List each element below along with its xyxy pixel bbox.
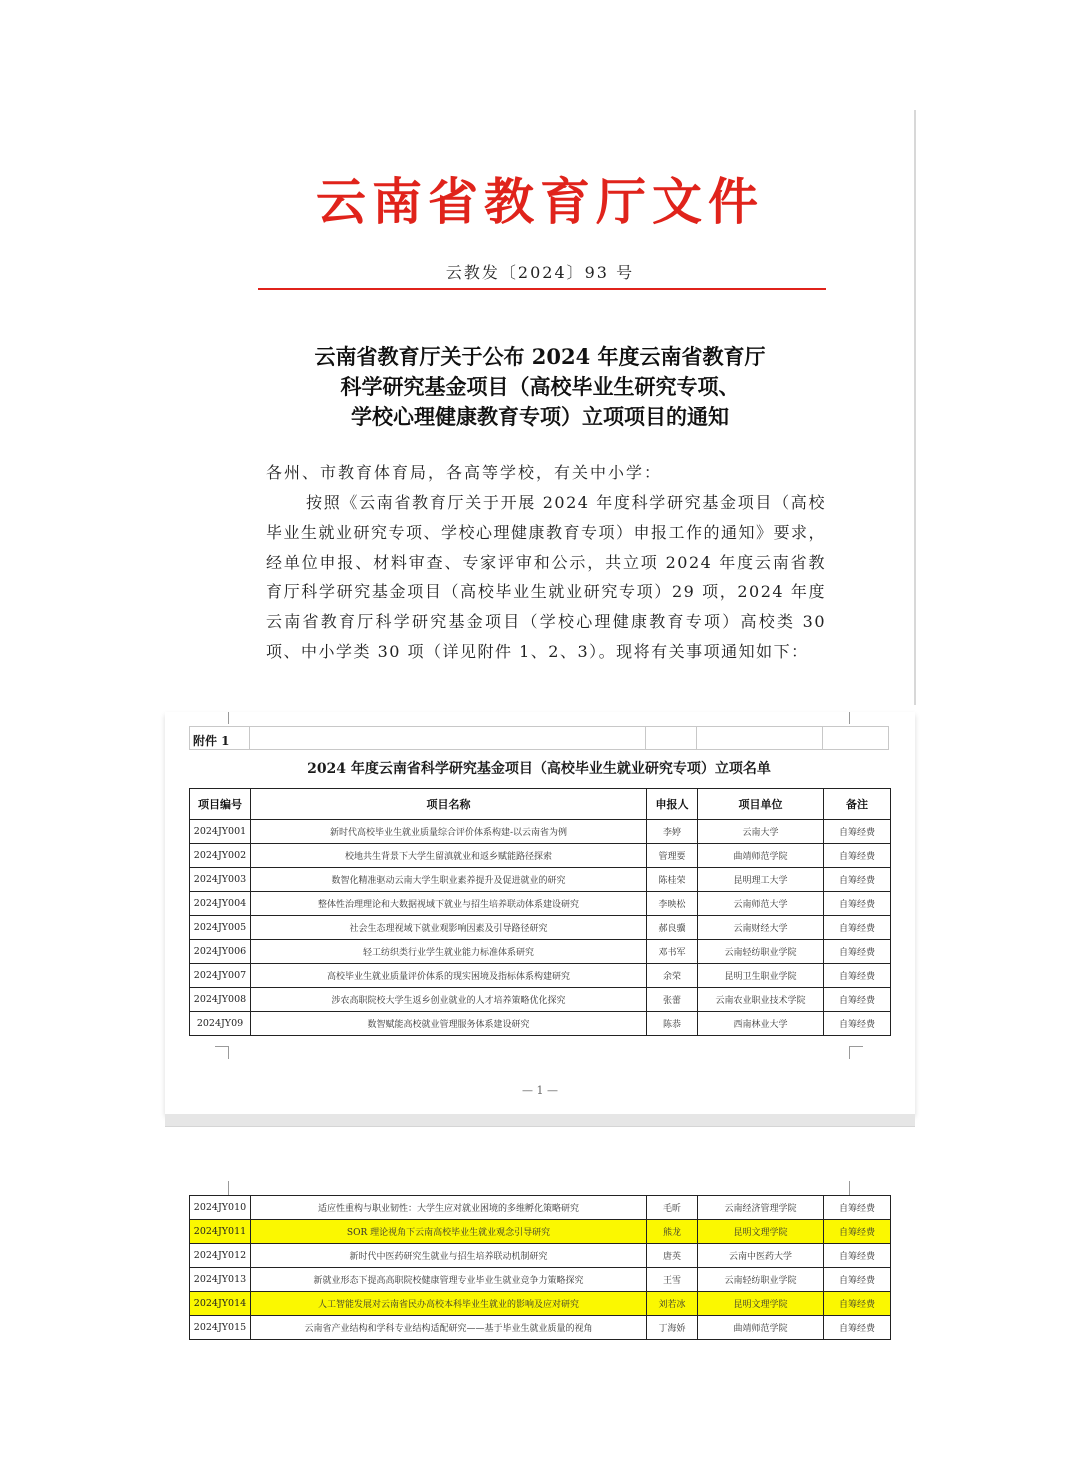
document-header-title: 云南省教育厅文件 [316,172,764,231]
note-cell: 自筹经费 [824,820,891,844]
project-name-cell: 社会生态理视域下就业观影响因素及引导路径研究 [251,916,647,940]
unit-cell: 云南大学 [698,820,824,844]
project-name-cell: 适应性重构与职业韧性：大学生应对就业困境的多维孵化策略研究 [251,1196,647,1220]
attachment-sheet-2 [165,1126,915,1347]
notice-title-line: 科学研究基金项目（高校毕业生研究专项、 [340,374,740,399]
unit-cell: 云南财经大学 [698,916,824,940]
table-row [190,844,891,868]
table-row [190,868,891,892]
project-code-cell: 2024JY005 [190,916,251,940]
unit-cell: 曲靖师范学院 [698,844,824,868]
unit-cell: 云南轻纺职业学院 [698,1268,824,1292]
note-cell: 自筹经费 [824,1012,891,1036]
applicant-cell: 郝良骥 [647,916,698,940]
applicant-cell: 李婷 [647,820,698,844]
project-name-cell: 涉农高职院校大学生返乡创业就业的人才培养策略优化探究 [251,988,647,1012]
unit-cell: 昆明文理学院 [698,1292,824,1316]
project-name-cell: 人工智能发展对云南省民办高校本科毕业生就业的影响及应对研究 [251,1292,647,1316]
project-name-cell: 轻工纺织类行业学生就业能力标准体系研究 [251,940,647,964]
unit-cell: 曲靖师范学院 [698,1316,824,1340]
notice-title [165,342,915,432]
header-cell: 项目名称 [251,789,647,820]
unit-cell: 昆明卫生职业学院 [698,964,824,988]
project-name-cell: 新时代高校毕业生就业质量综合评价体系构建-以云南省为例 [251,820,647,844]
table-row [190,1244,891,1268]
table-row [190,1220,891,1244]
unit-cell: 云南农业职业技术学院 [698,988,824,1012]
project-name-cell: 云南省产业结构和学科专业结构适配研究——基于毕业生就业质量的视角 [251,1316,647,1340]
table-row [190,964,891,988]
table-title: 2024 年度云南省科学研究基金项目（高校毕业生就业研究专项）立项名单 [307,761,771,777]
crop-mark [228,712,229,724]
unit-cell: 云南经济管理学院 [698,1196,824,1220]
page-gap [165,1114,915,1126]
applicant-cell: 张蕾 [647,988,698,1012]
note-cell: 自筹经费 [824,1220,891,1244]
addressee: 各州、市教育体育局，各高等学校，有关中小学： [266,463,663,482]
applicant-cell: 陈桂荣 [647,868,698,892]
project-name-cell: 高校毕业生就业质量评价体系的现实困境及指标体系构建研究 [251,964,647,988]
attachment-label-frame [189,726,889,750]
project-code-cell: 2024JY004 [190,892,251,916]
table-row [190,1012,891,1036]
applicant-cell: 余荣 [647,964,698,988]
project-code-cell: 2024JY014 [190,1292,251,1316]
crop-mark [849,712,850,724]
applicant-cell: 熊龙 [647,1220,698,1244]
note-cell: 自筹经费 [824,988,891,1012]
letterhead-page [165,110,915,710]
project-code-cell: 2024JY007 [190,964,251,988]
note-cell: 自筹经费 [824,916,891,940]
applicant-cell: 李映松 [647,892,698,916]
project-code-cell: 2024JY008 [190,988,251,1012]
table-row [190,892,891,916]
project-code-cell: 2024JY003 [190,868,251,892]
unit-cell: 云南轻纺职业学院 [698,940,824,964]
project-name-cell: 数智化精准驱动云南大学生职业素养提升及促进就业的研究 [251,868,647,892]
project-code-cell: 2024JY001 [190,820,251,844]
unit-cell: 昆明理工大学 [698,868,824,892]
crop-mark [215,1046,229,1059]
project-code-cell: 2024JY013 [190,1268,251,1292]
applicant-cell: 丁海娇 [647,1316,698,1340]
note-cell: 自筹经费 [824,940,891,964]
applicant-cell: 王雪 [647,1268,698,1292]
applicant-cell: 邓书军 [647,940,698,964]
applicant-cell: 陈恭 [647,1012,698,1036]
unit-cell: 西南林业大学 [698,1012,824,1036]
header-cell: 项目单位 [698,789,824,820]
unit-cell: 云南师范大学 [698,892,824,916]
project-name-cell: 新时代中医药研究生就业与招生培养联动机制研究 [251,1244,647,1268]
unit-cell: 云南中医药大学 [698,1244,824,1268]
notice-title-line: 学校心理健康教育专项）立项项目的通知 [351,404,729,429]
note-cell: 自筹经费 [824,1268,891,1292]
applicant-cell: 毛昕 [647,1196,698,1220]
table-header-row [190,789,891,820]
unit-cell: 昆明文理学院 [698,1220,824,1244]
note-cell: 自筹经费 [824,1244,891,1268]
header-cell: 申报人 [647,789,698,820]
project-code-cell: 2024JY010 [190,1196,251,1220]
note-cell: 自筹经费 [824,964,891,988]
project-table [189,788,891,1036]
project-code-cell: 2024JY09 [190,1012,251,1036]
body-paragraph: 按照《云南省教育厅关于开展 2024 年度科学研究基金项目（高校毕业生就业研究专项、学校心理健康教育专项）申报工作的通知》要求，经单位申报、材料审查、专家评审和公示，共立项 2024 年度云南省教育厅科学研究基金项目（高校毕业生就业研究专项）29 项，2024 年度云南省教育厅科学研究基金项目（学校心理健康教育专项）高校类 30 项、中小学类 30 项（详见附件 1、2、3）。现将有关事项通知如下： [266,493,827,661]
project-name-cell: 新就业形态下提高高职院校健康管理专业毕业生就业竞争力策略探究 [251,1268,647,1292]
header-cell: 备注 [824,789,891,820]
table-row [190,988,891,1012]
project-table-continued [189,1195,891,1340]
red-divider [258,288,826,290]
crop-mark [849,1046,863,1059]
table-row [190,940,891,964]
document-number: 云教发〔2024〕93 号 [445,263,635,282]
attachment-sheet-1 [165,712,915,1114]
page-number: — 1 — [522,1084,558,1097]
project-code-cell: 2024JY012 [190,1244,251,1268]
applicant-cell: 唐英 [647,1244,698,1268]
project-name-cell: 数智赋能高校就业管理服务体系建设研究 [251,1012,647,1036]
header-cell: 项目编号 [190,789,251,820]
table-row [190,1316,891,1340]
project-code-cell: 2024JY015 [190,1316,251,1340]
note-cell: 自筹经费 [824,868,891,892]
applicant-cell: 管理要 [647,844,698,868]
crop-mark [228,1181,229,1195]
note-cell: 自筹经费 [824,1292,891,1316]
note-cell: 自筹经费 [824,1196,891,1220]
table-row [190,916,891,940]
attachment-label: 附件 1 [193,734,230,748]
table-row [190,820,891,844]
project-code-cell: 2024JY011 [190,1220,251,1244]
applicant-cell: 刘若冰 [647,1292,698,1316]
notice-title-line: 云南省教育厅关于公布 2024 年度云南省教育厅 [314,344,766,369]
project-name-cell: 校地共生背景下大学生留滇就业和返乡赋能路径探索 [251,844,647,868]
note-cell: 自筹经费 [824,844,891,868]
table-row [190,1268,891,1292]
project-code-cell: 2024JY006 [190,940,251,964]
note-cell: 自筹经费 [824,892,891,916]
crop-mark [849,1181,850,1195]
table-row [190,1196,891,1220]
note-cell: 自筹经费 [824,1316,891,1340]
project-name-cell: 整体性治理理论和大数据视域下就业与招生培养联动体系建设研究 [251,892,647,916]
project-code-cell: 2024JY002 [190,844,251,868]
table-row [190,1292,891,1316]
project-name-cell: SOR 理论视角下云南高校毕业生就业观念引导研究 [251,1220,647,1244]
